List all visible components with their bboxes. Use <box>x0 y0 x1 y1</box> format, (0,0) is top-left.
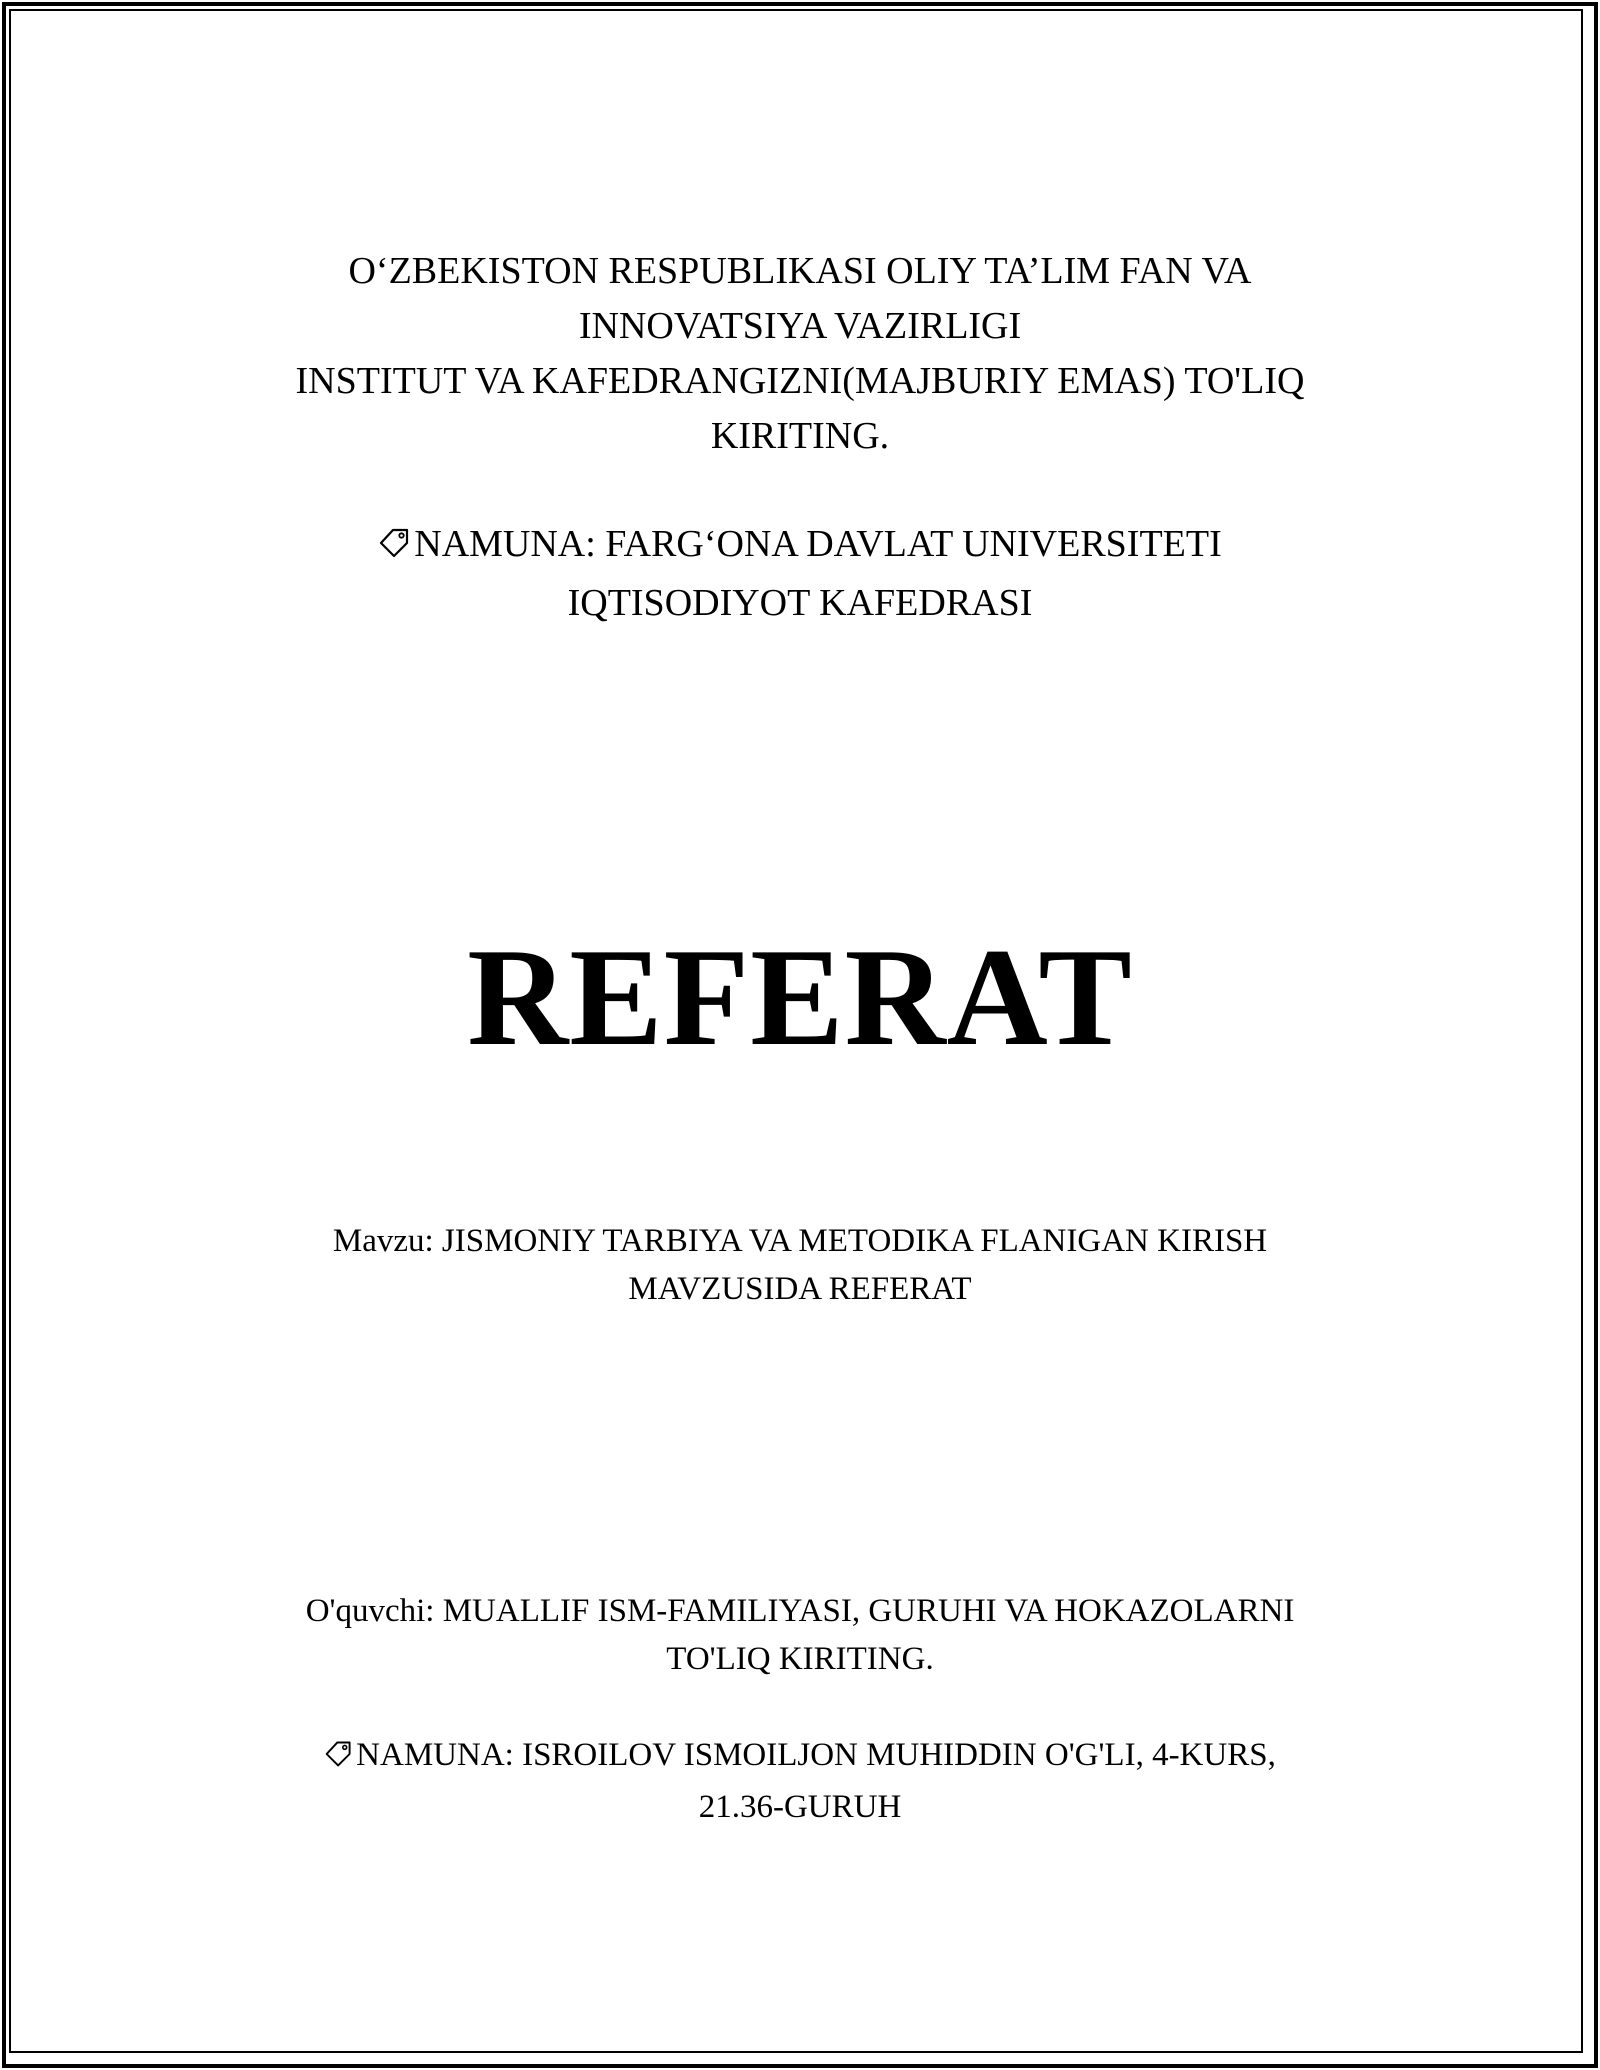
student-sample-line-2: 21.36-GURUH <box>698 1789 902 1825</box>
student-sample <box>0 1731 1600 1831</box>
institution-sample-line-1 <box>0 517 1600 576</box>
header-line-2: INNOVATSIYA VAZIRLIGI <box>578 305 1022 347</box>
tag-icon <box>378 521 412 576</box>
student-line-2: TO'LIQ KIRITING. <box>666 1641 934 1677</box>
document-title: REFERAT <box>467 920 1133 1075</box>
topic-section <box>0 1217 1600 1313</box>
header-line-1: O‘ZBEKISTON RESPUBLIKASI OLIY TA’LIM FAN VA <box>348 250 1252 292</box>
ministry-header <box>0 244 1600 464</box>
student-line-1: O'quvchi: MUALLIF ISM-FAMILIYASI, GURUHI VA HOKAZOLARNI <box>305 1593 1295 1629</box>
header-line-4: KIRITING. <box>710 415 890 457</box>
student-sample-text-1: NAMUNA: ISROILOV ISMOILJON MUHIDDIN O'G'LI, 4-KURS, <box>356 1737 1276 1773</box>
institution-sample-text-1: NAMUNA: FARG‘ONA DAVLAT UNIVERSITETI <box>414 523 1222 565</box>
student-sample-line-1 <box>0 1731 1600 1783</box>
header-line-3: INSTITUT VA KAFEDRANGIZNI(MAJBURIY EMAS) TO'LIQ <box>295 360 1305 402</box>
topic-line-2: MAVZUSIDA REFERAT <box>628 1271 972 1307</box>
tag-icon <box>324 1735 354 1783</box>
topic-line-1: Mavzu: JISMONIY TARBIYA VA METODIKA FLANIGAN KIRISH <box>332 1223 1268 1259</box>
institution-sample <box>0 517 1600 631</box>
institution-sample-line-2: IQTISODIYOT KAFEDRASI <box>567 582 1033 624</box>
student-section <box>0 1587 1600 1683</box>
